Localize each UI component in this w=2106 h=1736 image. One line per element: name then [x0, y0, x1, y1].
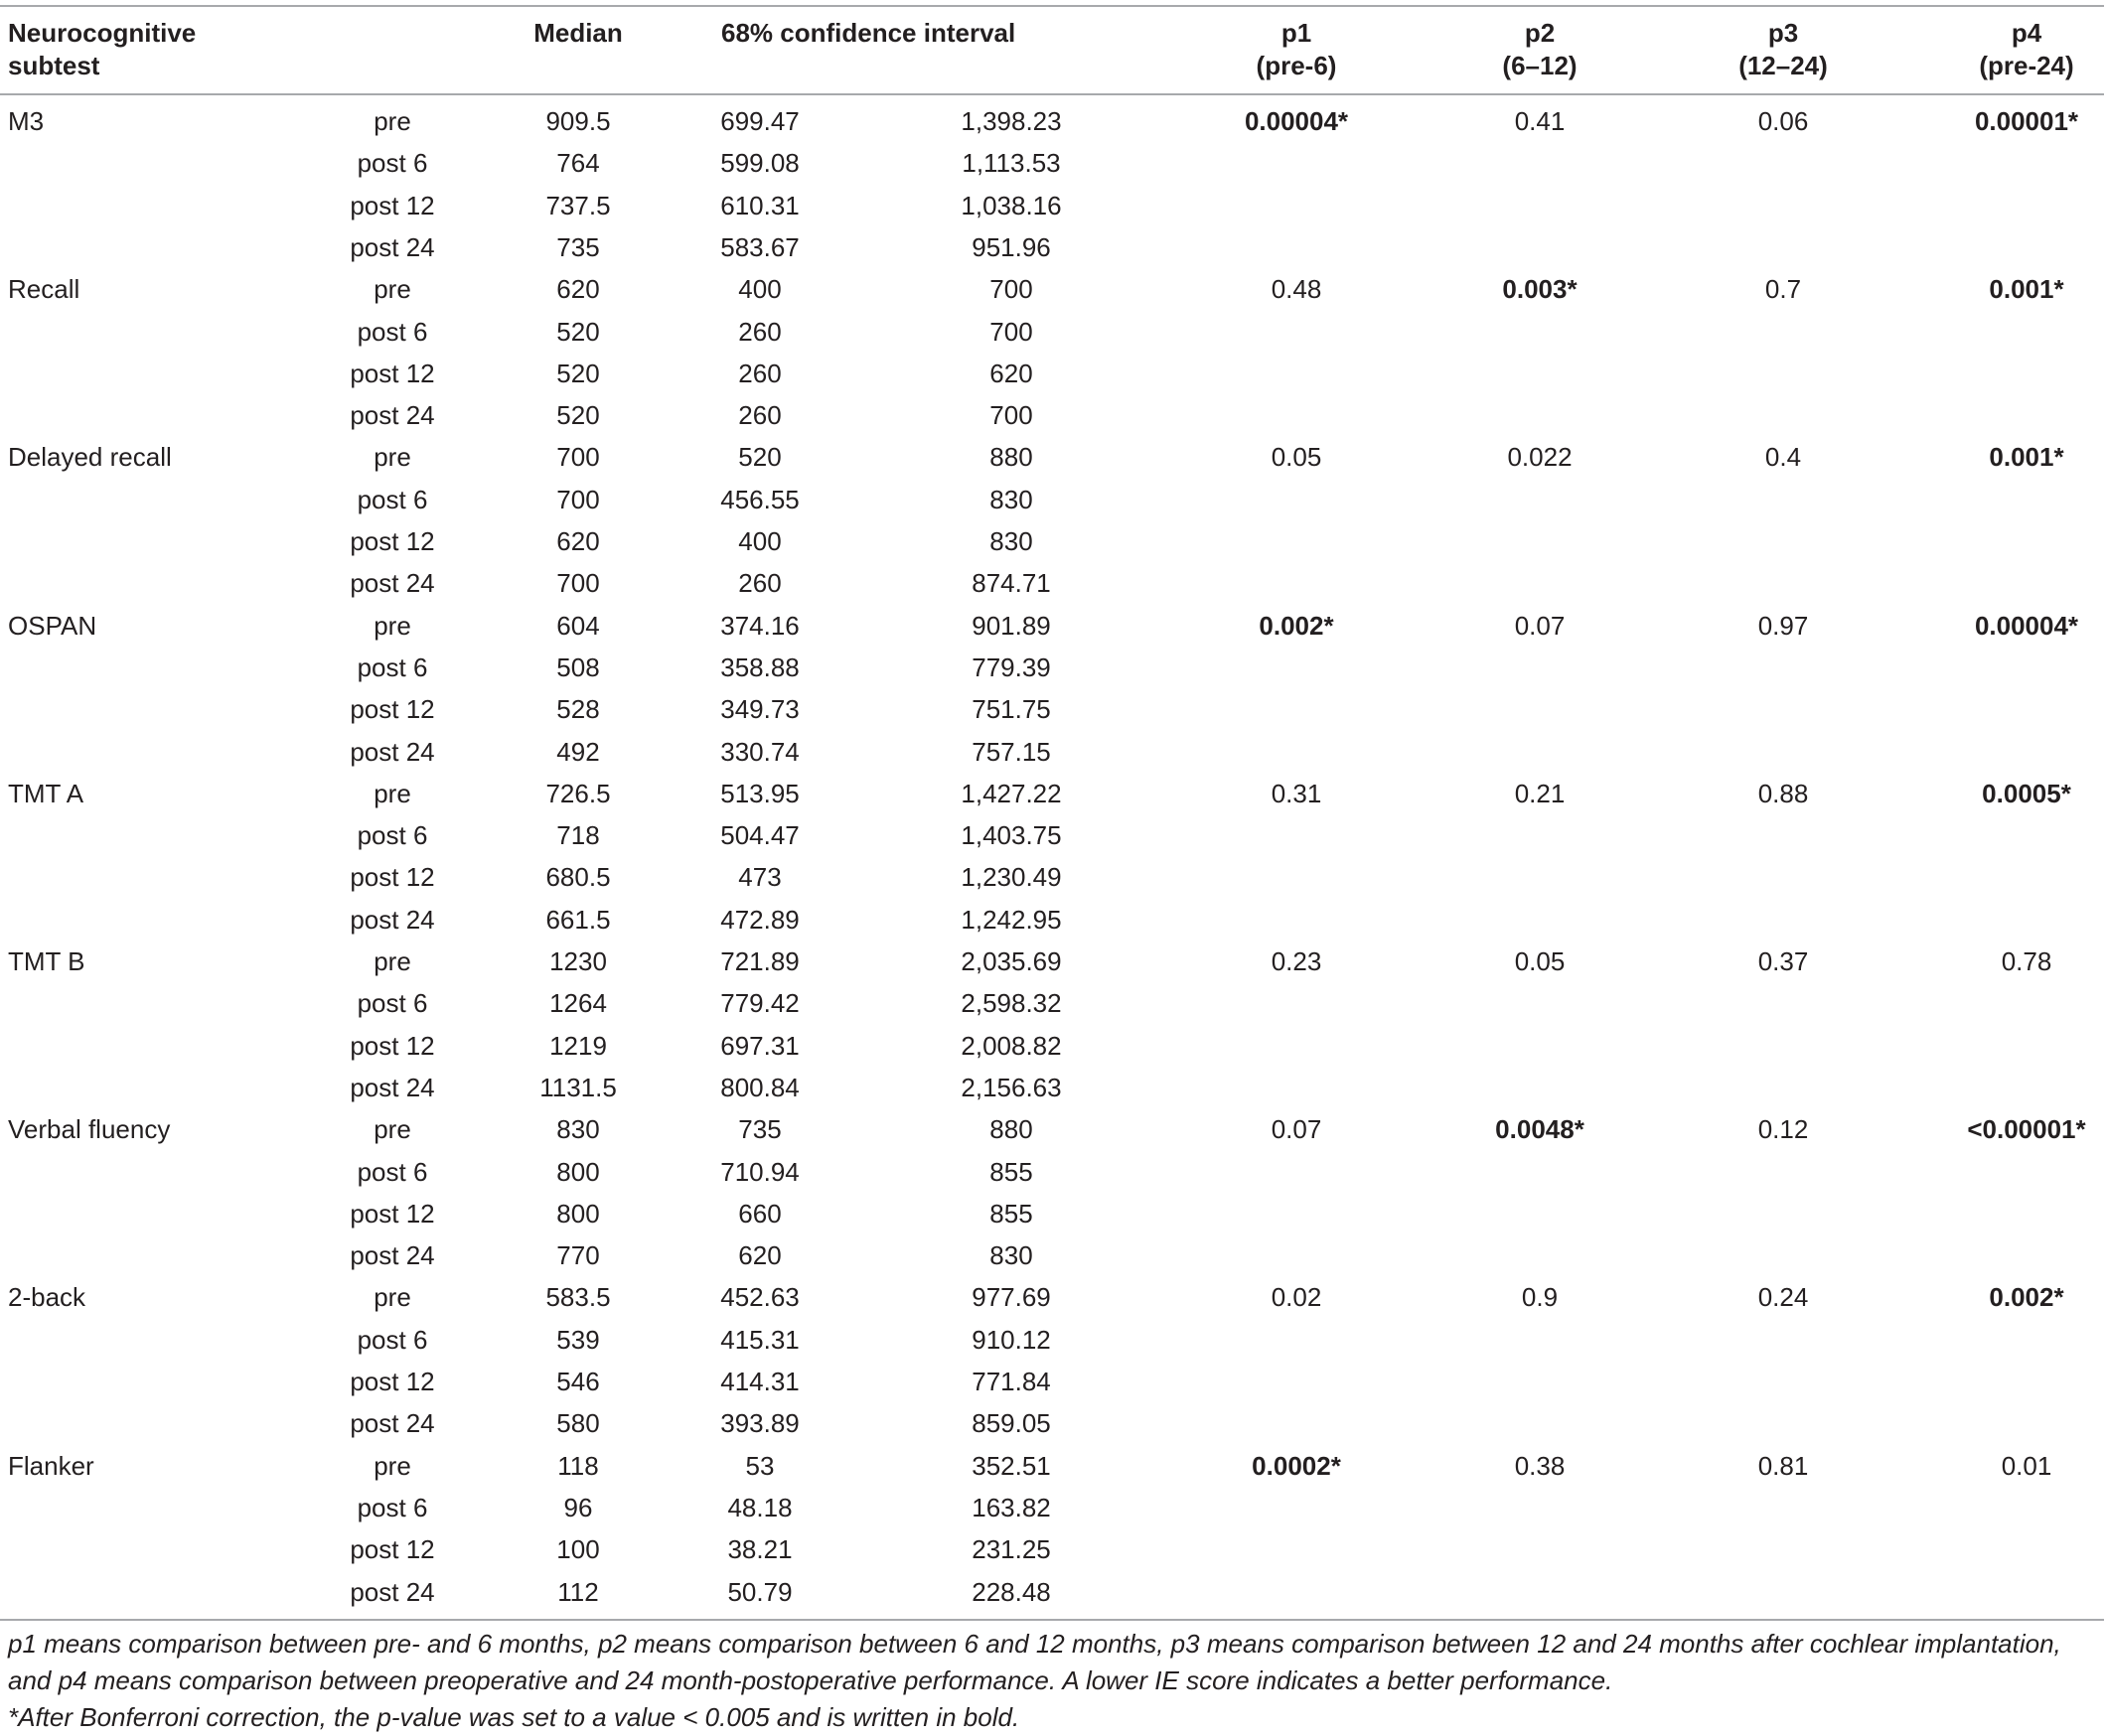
median-cell: 800 [556, 1199, 600, 1229]
p4-value: 0.001* [1989, 442, 2064, 472]
median-cell: 661.5 [545, 905, 611, 935]
timepoint-cell: post 6 [357, 820, 428, 850]
ci-lower-cell: 38.21 [727, 1534, 793, 1564]
ci-upper-cell: 700 [989, 317, 1033, 347]
ci-lower-cell: 520 [738, 442, 782, 472]
p2-value: 0.003* [1502, 274, 1578, 304]
table-header-rule [0, 93, 2104, 95]
ci-upper-cell: 1,113.53 [962, 148, 1061, 178]
ci-upper-cell: 2,035.69 [961, 946, 1062, 976]
timepoint-cell: post 24 [350, 1408, 435, 1438]
timepoint-cell: pre [374, 946, 411, 976]
ci-upper-cell: 855 [989, 1157, 1033, 1187]
p3-value: 0.37 [1757, 946, 1809, 976]
ci-upper-cell: 352.51 [972, 1451, 1051, 1481]
ci-lower-cell: 48.18 [727, 1493, 793, 1522]
p1-value: 0.07 [1271, 1114, 1322, 1144]
bonferroni-footnote: *After Bonferroni correction, the p-value was set to a value < 0.005 and is written in bold. [8, 1702, 1020, 1732]
p4-value: 0.00004* [1974, 611, 2079, 641]
ci-upper-cell: 2,156.63 [961, 1073, 1062, 1102]
ci-upper-cell: 830 [989, 526, 1033, 556]
p1-value: 0.02 [1271, 1282, 1322, 1312]
timepoint-cell: post 12 [350, 526, 435, 556]
ci-upper-cell: 874.71 [972, 568, 1051, 598]
timepoint-cell: post 24 [350, 905, 435, 935]
median-cell: 508 [556, 652, 600, 682]
median-cell: 546 [556, 1367, 600, 1396]
median-cell: 718 [556, 820, 600, 850]
p2-value: 0.21 [1514, 779, 1566, 808]
ci-upper-cell: 880 [989, 442, 1033, 472]
ci-upper-cell: 2,008.82 [961, 1031, 1062, 1061]
timepoint-cell: post 24 [350, 1240, 435, 1270]
table-bottom-rule [0, 1619, 2104, 1621]
p3-value: 0.7 [1764, 274, 1802, 304]
p1-value: 0.48 [1271, 274, 1322, 304]
header-p1 [1257, 17, 1337, 82]
ci-upper-cell: 830 [989, 1240, 1033, 1270]
p2-value: 0.0048* [1495, 1114, 1584, 1144]
timepoint-cell: post 12 [350, 1534, 435, 1564]
timepoint-cell: post 12 [350, 694, 435, 724]
ci-lower-cell: 513.95 [720, 779, 800, 808]
p2-value: 0.022 [1507, 442, 1573, 472]
subtest-name: M3 [8, 106, 45, 136]
median-cell: 737.5 [545, 191, 611, 220]
subtest-name: Verbal fluency [8, 1114, 171, 1144]
ci-upper-cell: 880 [989, 1114, 1033, 1144]
p2-value: 0.38 [1514, 1451, 1566, 1481]
timepoint-cell: post 12 [350, 862, 435, 892]
median-cell: 520 [556, 359, 600, 388]
timepoint-cell: post 12 [350, 191, 435, 220]
median-cell: 539 [556, 1325, 600, 1355]
ci-lower-cell: 400 [738, 274, 782, 304]
p3-value: 0.24 [1757, 1282, 1809, 1312]
timepoint-cell: post 24 [350, 1073, 435, 1102]
ci-lower-cell: 330.74 [720, 737, 800, 767]
timepoint-cell: pre [374, 1114, 411, 1144]
ci-lower-cell: 374.16 [720, 611, 800, 641]
median-cell: 96 [563, 1493, 593, 1522]
median-cell: 1230 [549, 946, 607, 976]
median-cell: 1264 [549, 988, 607, 1018]
median-cell: 700 [556, 485, 600, 514]
timepoint-cell: pre [374, 106, 411, 136]
ci-upper-cell: 700 [989, 400, 1033, 430]
ci-lower-cell: 456.55 [720, 485, 800, 514]
p1-value: 0.05 [1271, 442, 1322, 472]
median-cell: 1219 [549, 1031, 607, 1061]
header-confidence-interval: 68% confidence interval [721, 18, 1016, 48]
ci-lower-cell: 50.79 [727, 1577, 793, 1607]
ci-upper-cell: 1,403.75 [961, 820, 1062, 850]
timepoint-cell: post 6 [357, 652, 428, 682]
header-p3-label: p3 [1767, 18, 1799, 48]
header-p4 [1979, 17, 2073, 82]
median-cell: 583.5 [545, 1282, 611, 1312]
timepoint-cell: post 6 [357, 988, 428, 1018]
subtest-name: Flanker [8, 1451, 94, 1481]
p1-value: 0.002* [1259, 611, 1334, 641]
ci-lower-cell: 620 [738, 1240, 782, 1270]
ci-lower-cell: 721.89 [720, 946, 800, 976]
median-cell: 580 [556, 1408, 600, 1438]
p4-value: 0.00001* [1974, 106, 2079, 136]
ci-upper-cell: 2,598.32 [961, 988, 1062, 1018]
p4-value: 0.0005* [1982, 779, 2071, 808]
median-cell: 700 [556, 442, 600, 472]
ci-upper-cell: 910.12 [972, 1325, 1051, 1355]
ci-lower-cell: 358.88 [720, 652, 800, 682]
ci-lower-cell: 699.47 [720, 106, 800, 136]
p4-value: 0.78 [2001, 946, 2052, 976]
p1-value: 0.00004* [1244, 106, 1349, 136]
median-cell: 100 [556, 1534, 600, 1564]
p4-value: <0.00001* [1967, 1114, 2086, 1144]
header-p3-range: (12–24) [1738, 51, 1828, 80]
median-cell: 620 [556, 526, 600, 556]
ci-lower-cell: 599.08 [720, 148, 800, 178]
timepoint-cell: pre [374, 442, 411, 472]
ci-lower-cell: 349.73 [720, 694, 800, 724]
ci-lower-cell: 697.31 [720, 1031, 800, 1061]
median-cell: 118 [557, 1451, 599, 1481]
timepoint-cell: post 6 [357, 1493, 428, 1522]
timepoint-cell: post 24 [350, 232, 435, 262]
ci-upper-cell: 830 [989, 485, 1033, 514]
ci-upper-cell: 859.05 [972, 1408, 1051, 1438]
ci-upper-cell: 1,038.16 [961, 191, 1062, 220]
median-cell: 735 [556, 232, 600, 262]
median-cell: 620 [556, 274, 600, 304]
timepoint-cell: pre [374, 274, 411, 304]
ci-upper-cell: 951.96 [972, 232, 1051, 262]
median-cell: 726.5 [545, 779, 611, 808]
p3-value: 0.12 [1757, 1114, 1809, 1144]
ci-lower-cell: 660 [738, 1199, 782, 1229]
header-p1-range: (pre-6) [1256, 51, 1337, 80]
timepoint-cell: post 6 [357, 148, 428, 178]
ci-lower-cell: 610.31 [720, 191, 800, 220]
timepoint-cell: post 6 [357, 1157, 428, 1187]
median-cell: 492 [556, 737, 600, 767]
ci-lower-cell: 779.42 [720, 988, 800, 1018]
header-p1-label: p1 [1280, 18, 1312, 48]
header-p2 [1502, 17, 1577, 82]
ci-upper-cell: 228.48 [972, 1577, 1051, 1607]
p3-value: 0.4 [1764, 442, 1802, 472]
median-cell: 112 [557, 1577, 599, 1607]
header-p2-label: p2 [1524, 18, 1556, 48]
timepoint-cell: post 6 [357, 1325, 428, 1355]
timepoint-cell: pre [374, 611, 411, 641]
p3-value: 0.06 [1757, 106, 1809, 136]
subtest-name: OSPAN [8, 611, 97, 641]
ci-upper-cell: 855 [989, 1199, 1033, 1229]
p1-value: 0.0002* [1252, 1451, 1341, 1481]
subtest-name: Recall [8, 274, 80, 304]
p2-value: 0.9 [1521, 1282, 1559, 1312]
timepoint-cell: post 6 [357, 485, 428, 514]
subtest-name: TMT B [8, 946, 85, 976]
ci-lower-cell: 260 [738, 568, 782, 598]
ci-upper-cell: 1,230.49 [961, 862, 1062, 892]
ci-lower-cell: 53 [745, 1451, 775, 1481]
p4-value: 0.001* [1989, 274, 2064, 304]
header-p4-range: (pre-24) [1979, 51, 2074, 80]
ci-lower-cell: 473 [738, 862, 782, 892]
timepoint-cell: post 6 [357, 317, 428, 347]
ci-lower-cell: 260 [738, 400, 782, 430]
ci-upper-cell: 757.15 [972, 737, 1051, 767]
ci-lower-cell: 452.63 [720, 1282, 800, 1312]
timepoint-cell: post 12 [350, 1031, 435, 1061]
ci-lower-cell: 472.89 [720, 905, 800, 935]
p2-value: 0.41 [1514, 106, 1566, 136]
p4-value: 0.002* [1989, 1282, 2064, 1312]
p2-value: 0.05 [1514, 946, 1566, 976]
ci-lower-cell: 414.31 [720, 1367, 800, 1396]
ci-lower-cell: 260 [738, 317, 782, 347]
timepoint-cell: post 24 [350, 1577, 435, 1607]
timepoint-cell: post 24 [350, 400, 435, 430]
header-median: Median [533, 18, 623, 48]
median-cell: 520 [556, 317, 600, 347]
median-cell: 830 [556, 1114, 600, 1144]
ci-upper-cell: 977.69 [972, 1282, 1051, 1312]
p1-value: 0.23 [1271, 946, 1322, 976]
median-cell: 764 [556, 148, 600, 178]
ci-lower-cell: 400 [738, 526, 782, 556]
timepoint-cell: pre [374, 779, 411, 808]
ci-upper-cell: 163.82 [972, 1493, 1051, 1522]
ci-lower-cell: 735 [738, 1114, 782, 1144]
table-footnote: p1 means comparison between pre- and 6 months, p2 means comparison between 6 and 12 months, p3 means comparison between 12 and 24 months after cochlear implantation, and p4 means comparison between preoperative and 24 month-postoperative performance. A lower IE score indicates a better performance. [8, 1629, 2061, 1695]
p3-value: 0.88 [1757, 779, 1809, 808]
median-cell: 700 [556, 568, 600, 598]
ci-upper-cell: 700 [989, 274, 1033, 304]
ci-upper-cell: 1,242.95 [961, 905, 1062, 935]
median-cell: 770 [556, 1240, 600, 1270]
ci-upper-cell: 779.39 [972, 652, 1051, 682]
ci-lower-cell: 393.89 [720, 1408, 800, 1438]
ci-upper-cell: 1,398.23 [961, 106, 1062, 136]
ci-upper-cell: 751.75 [972, 694, 1051, 724]
median-cell: 680.5 [545, 862, 611, 892]
ci-upper-cell: 771.84 [972, 1367, 1051, 1396]
ci-upper-cell: 620 [989, 359, 1033, 388]
timepoint-cell: post 12 [350, 1367, 435, 1396]
p3-value: 0.81 [1757, 1451, 1809, 1481]
ci-lower-cell: 260 [738, 359, 782, 388]
ci-lower-cell: 710.94 [720, 1157, 800, 1187]
header-p2-range: (6–12) [1502, 51, 1578, 80]
timepoint-cell: post 12 [350, 1199, 435, 1229]
median-cell: 800 [556, 1157, 600, 1187]
median-cell: 604 [556, 611, 600, 641]
ci-lower-cell: 504.47 [720, 820, 800, 850]
ci-lower-cell: 415.31 [720, 1325, 800, 1355]
header-subtest: Neurocognitive subtest [8, 18, 197, 80]
subtest-name: 2-back [8, 1282, 86, 1312]
p1-value: 0.31 [1271, 779, 1322, 808]
timepoint-cell: post 12 [350, 359, 435, 388]
median-cell: 1131.5 [539, 1073, 617, 1102]
median-cell: 909.5 [545, 106, 611, 136]
ci-lower-cell: 800.84 [720, 1073, 800, 1102]
subtest-name: Delayed recall [8, 442, 172, 472]
timepoint-cell: post 24 [350, 568, 435, 598]
timepoint-cell: post 24 [350, 737, 435, 767]
median-cell: 520 [556, 400, 600, 430]
ci-upper-cell: 1,427.22 [961, 779, 1062, 808]
p4-value: 0.01 [2001, 1451, 2052, 1481]
p3-value: 0.97 [1757, 611, 1809, 641]
timepoint-cell: pre [374, 1282, 411, 1312]
ci-lower-cell: 583.67 [720, 232, 800, 262]
ci-upper-cell: 231.25 [972, 1534, 1051, 1564]
median-cell: 528 [556, 694, 600, 724]
table-top-rule [0, 5, 2104, 7]
p2-value: 0.07 [1514, 611, 1566, 641]
header-p3 [1738, 17, 1828, 82]
subtest-name: TMT A [8, 779, 84, 808]
timepoint-cell: pre [374, 1451, 411, 1481]
ci-upper-cell: 901.89 [972, 611, 1051, 641]
header-p4-label: p4 [2011, 18, 2042, 48]
